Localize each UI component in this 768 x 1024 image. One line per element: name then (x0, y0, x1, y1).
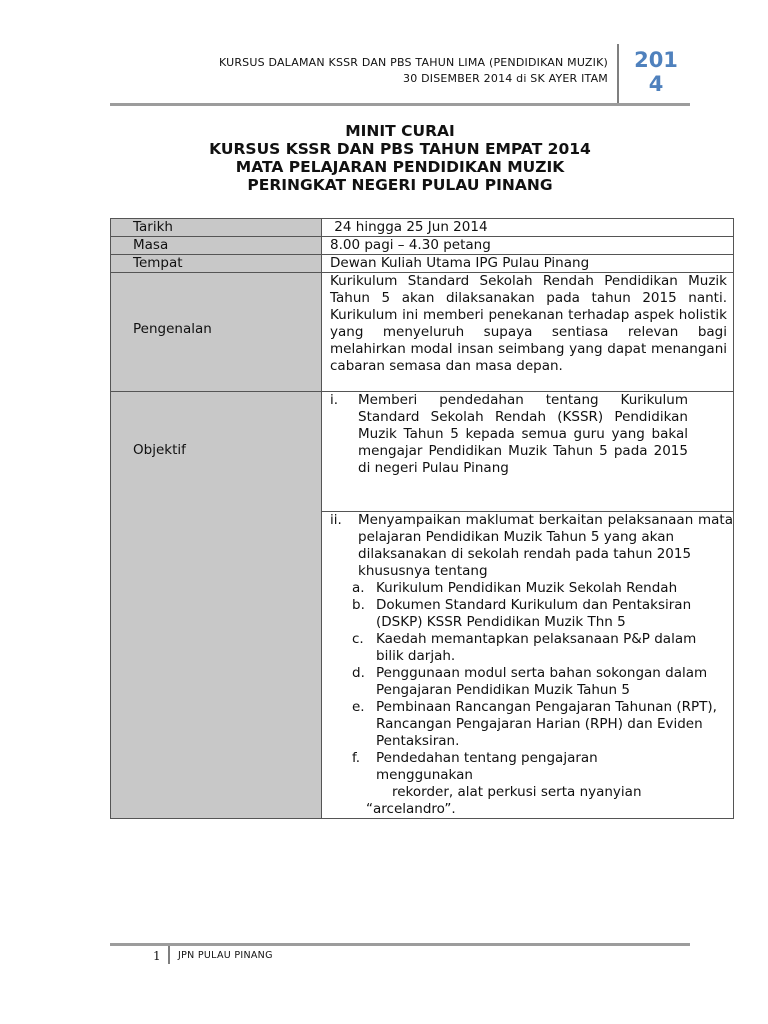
footer-page-number: 1 (153, 949, 161, 963)
sub-item-f-text-3: “arcelandro”. (366, 801, 456, 817)
sub-item-e-text-3: Pentaksiran. (376, 733, 460, 749)
title-line-3: MATA PELAJARAN PENDIDIKAN MUZIK (235, 158, 565, 176)
sub-item-a (330, 580, 733, 597)
value-tempat: Dewan Kuliah Utama IPG Pulau Pinang (322, 255, 734, 273)
sub-item-f-text-2: rekorder, alat perkusi serta nyanyian (392, 784, 642, 800)
label-objektif-text: Objektif (133, 442, 186, 458)
footer-rule (110, 943, 690, 946)
label-masa: Masa (111, 237, 322, 255)
objective-2-line-1: Menyampaikan maklumat berkaitan pelaksanaan mata pelajaran Pendidikan Muzik Tahun 5 yang akan (358, 512, 733, 545)
sub-item-b (330, 597, 733, 631)
label-objektif (111, 392, 322, 819)
label-tarikh: Tarikh (111, 219, 322, 237)
sub-item-a-letter: a. (352, 580, 365, 596)
sub-item-c-letter: c. (352, 631, 364, 647)
header-year-top: 201 (634, 48, 678, 72)
objective-1-cell (322, 392, 734, 512)
label-tempat: Tempat (111, 255, 322, 273)
sub-item-a-text: Kurikulum Pendidikan Muzik Sekolah Rendah (376, 580, 678, 596)
row-tempat (111, 255, 734, 273)
row-tarikh (111, 219, 734, 237)
sub-item-d-text-1: Penggunaan modul serta bahan sokongan dalam (376, 665, 708, 681)
sub-item-e-text-2: Rancangan Pengajaran Harian (RPH) dan Eviden (376, 716, 703, 732)
sub-item-f (330, 750, 733, 801)
label-pengenalan: Pengenalan (111, 273, 322, 392)
header-year (624, 48, 688, 96)
sub-item-c-text-1: Kaedah memantapkan pelaksanaan P&P dalam (376, 631, 697, 647)
objective-2-line-3: khususnya tentang (358, 563, 488, 579)
header-year-bottom: 4 (648, 72, 664, 96)
sub-item-f-letter: f. (352, 750, 361, 766)
header-divider (617, 44, 619, 104)
header-rule (110, 103, 690, 106)
title-line-1: MINIT CURAI (345, 122, 455, 140)
title-line-2: KURSUS KSSR DAN PBS TAHUN EMPAT 2014 (209, 140, 591, 158)
sub-item-e-text-1: Pembinaan Rancangan Pengajaran Tahunan (RPT), (376, 699, 717, 715)
sub-item-f-text-1: Pendedahan tentang pengajaran menggunakan (376, 750, 598, 783)
row-masa (111, 237, 734, 255)
header-date-venue: 30 DISEMBER 2014 di SK AYER ITAM (403, 72, 608, 85)
objective-1 (330, 392, 688, 477)
header-course-title: KURSUS DALAMAN KSSR DAN PBS TAHUN LIMA (PENDIDIKAN MUZIK) (218, 56, 608, 69)
sub-item-c (330, 631, 733, 665)
sub-item-c-text-2: bilik darjah. (376, 648, 456, 664)
sub-item-d-text-2: Pengajaran Pendidikan Muzik Tahun 5 (376, 682, 630, 698)
value-pengenalan: Kurikulum Standard Sekolah Rendah Pendidikan Muzik Tahun 5 akan dilaksanakan pada tahun 2015 nanti. Kurikulum ini memberi penekanan terhadap aspek holistik yang menyeluruh supaya sentiasa relevan bagi melahirkan modal insan seimbang yang dapat menangani cabaran semasa dan masa depan. (322, 273, 734, 392)
document-title (110, 122, 690, 194)
objective-1-number: i. (330, 392, 339, 408)
objective-2-number: ii. (330, 512, 342, 528)
row-pengenalan (111, 273, 734, 392)
value-masa: 8.00 pagi – 4.30 petang (322, 237, 734, 255)
sub-item-e (330, 699, 733, 750)
objective-2-line-2: dilaksanakan di sekolah rendah pada tahun 2015 (358, 546, 692, 562)
footer-label: JPN PULAU PINANG (178, 950, 273, 961)
objective-1-text: Memberi pendedahan tentang Kurikulum Standard Sekolah Rendah (KSSR) Pendidikan Muzik Tahun 5 kepada semua guru yang bakal mengajar Pendidikan Muzik Tahun 5 pada 2015 di negeri Pulau Pinang (358, 392, 688, 476)
objective-2 (330, 512, 733, 546)
footer-divider (168, 946, 170, 964)
value-tarikh: 24 hingga 25 Jun 2014 (322, 219, 734, 237)
sub-item-d-letter: d. (352, 665, 365, 681)
sub-item-e-letter: e. (352, 699, 365, 715)
sub-item-b-text-2: (DSKP) KSSR Pendidikan Muzik Thn 5 (376, 614, 626, 630)
row-objektif (111, 392, 734, 512)
minutes-table (110, 218, 734, 819)
sub-item-b-letter: b. (352, 597, 365, 613)
sub-item-d (330, 665, 733, 699)
title-line-4: PERINGKAT NEGERI PULAU PINANG (247, 176, 553, 194)
sub-item-b-text-1: Dokumen Standard Kurikulum dan Pentaksiran (376, 597, 692, 613)
objective-2-cell (322, 512, 734, 819)
